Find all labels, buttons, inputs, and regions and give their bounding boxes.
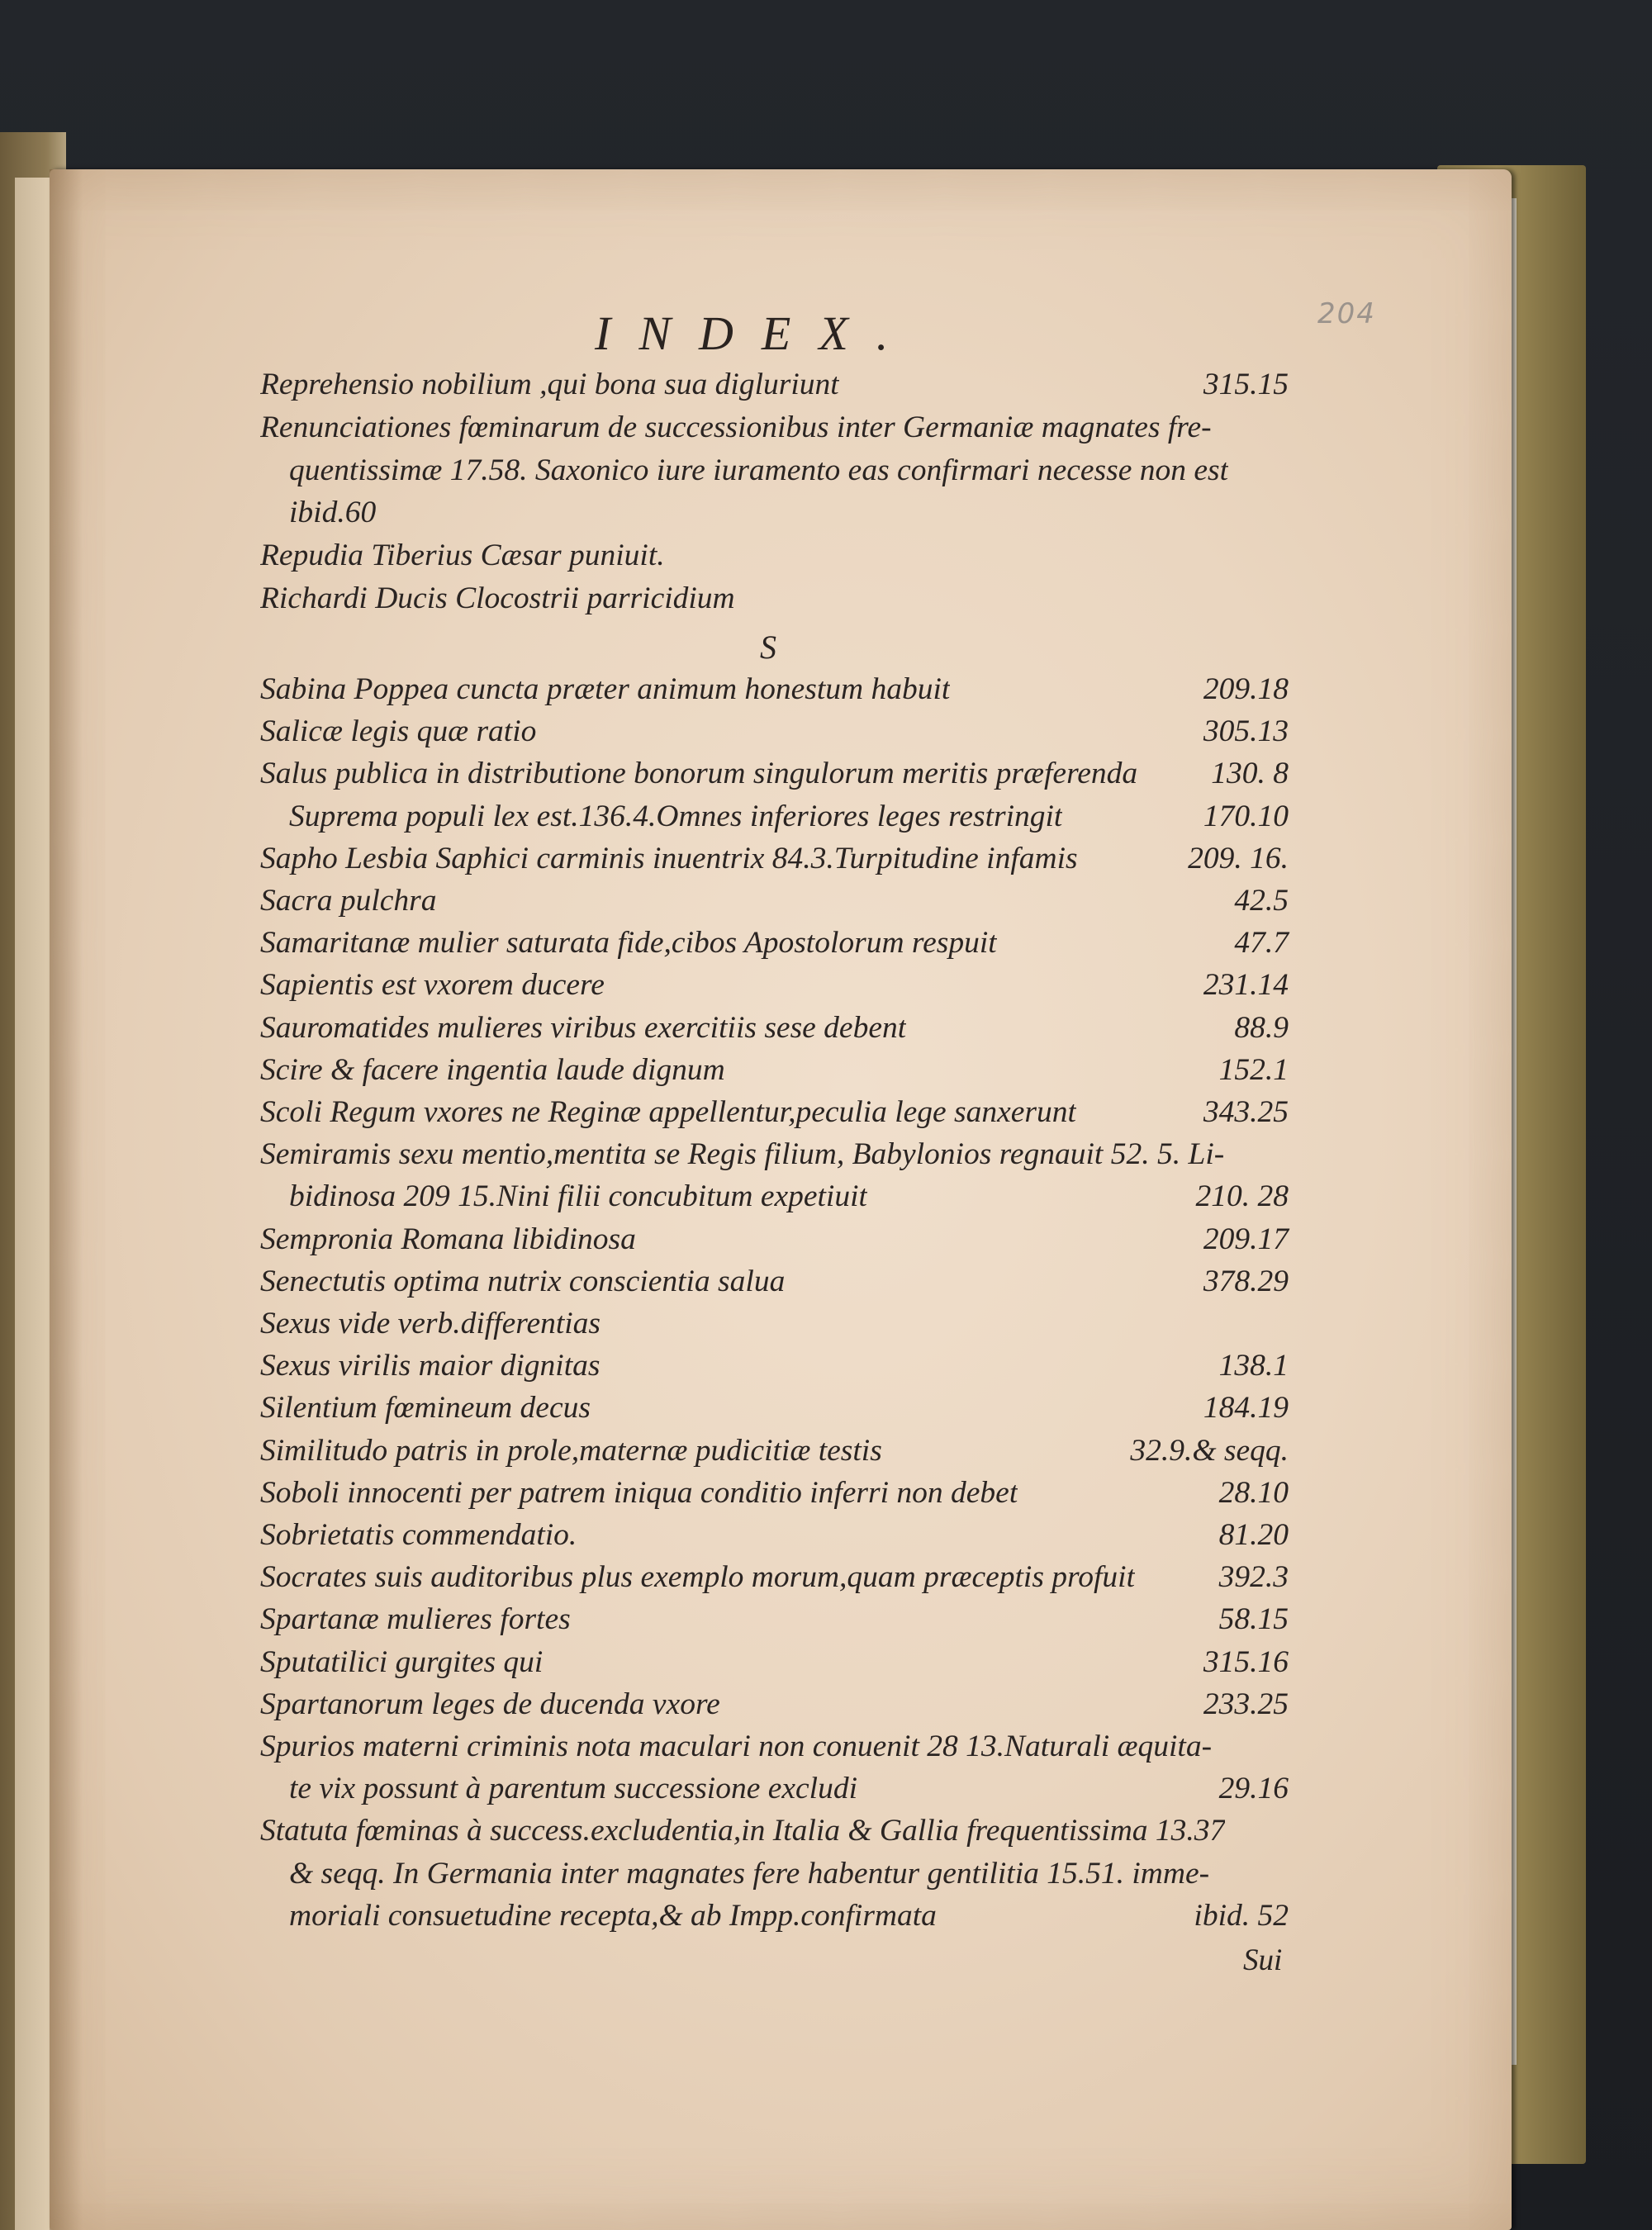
index-entry: [289, 1897, 1289, 1935]
entry-reference: 170.10: [1203, 799, 1289, 833]
index-entry: [260, 1559, 1289, 1597]
entry-reference: 233.25: [1203, 1687, 1289, 1721]
entry-text: Sapho Lesbia Saphici carminis inuentrix 84.3.Turpitudine infamis: [260, 841, 1078, 875]
index-entry: [260, 1305, 1289, 1343]
index-entry: [260, 755, 1289, 793]
index-entry: [260, 1812, 1289, 1850]
index-entry: [260, 1136, 1289, 1174]
entry-reference: 209.17: [1203, 1222, 1289, 1256]
entry-text: Repudia Tiberius Cæsar puniuit.: [260, 539, 665, 572]
index-entry: [260, 1432, 1289, 1470]
index-entry: [260, 1094, 1289, 1132]
index-entry: [289, 1770, 1289, 1808]
entry-text: Sexus virilis maior dignitas: [260, 1349, 601, 1383]
index-entry: [260, 1474, 1289, 1512]
index-entry: [289, 452, 1289, 490]
index-entry: [260, 966, 1289, 1004]
index-entry: [260, 1051, 1289, 1089]
entry-text: Sputatilici gurgites qui: [260, 1644, 544, 1679]
entry-reference: 32.9.& seqq.: [1130, 1433, 1289, 1468]
entry-reference: 343.25: [1203, 1095, 1289, 1129]
entry-text: Salicæ legis quæ ratio: [260, 714, 537, 749]
entry-text: Spartanorum leges de ducenda vxore: [260, 1687, 720, 1721]
entry-text: quentissimæ 17.58. Saxonico iure iuramento eas confirmari necesse non est: [289, 453, 1229, 487]
index-entry: [260, 1601, 1289, 1639]
index-entry: [260, 537, 1289, 575]
entry-reference: 42.5: [1234, 884, 1289, 918]
entry-reference: 315.16: [1203, 1644, 1289, 1679]
page-gutter-shadow: [50, 169, 83, 2230]
entry-text: Renunciationes fœminarum de successionibus inter Germaniæ magnates fre-: [260, 410, 1212, 444]
entry-text: Similitudo patris in prole,maternæ pudicitiæ testis: [260, 1433, 882, 1468]
entry-reference: 81.20: [1218, 1518, 1289, 1552]
entry-text: Soboli innocenti per patrem iniqua conditio inferri non debet: [260, 1475, 1018, 1510]
entry-reference: 152.1: [1218, 1052, 1289, 1087]
entry-text: Silentium fœmineum decus: [260, 1391, 591, 1426]
entry-reference: 130. 8: [1211, 757, 1289, 791]
entry-reference: 138.1: [1218, 1349, 1289, 1383]
entry-text: Samaritanæ mulier saturata fide,cibos Apostolorum respuit: [260, 926, 997, 961]
entry-text: Socrates suis auditoribus plus exemplo morum,quam præceptis profuit: [260, 1560, 1136, 1595]
entry-reference: 305.13: [1203, 714, 1289, 749]
index-entry: [260, 713, 1289, 751]
entry-text: Statuta fœminas à success.excludentia,in Italia & Gallia frequentissima 13.37: [260, 1814, 1226, 1848]
entry-reference: 47.7: [1234, 926, 1289, 961]
index-entry: [260, 366, 1289, 404]
entry-reference: 378.29: [1203, 1264, 1289, 1298]
entry-text: bidinosa 209 15.Nini filii concubitum expetiuit: [289, 1179, 867, 1214]
entry-reference: 315.15: [1203, 368, 1289, 401]
entry-text: Richardi Ducis Clocostrii parricidium: [260, 581, 735, 615]
entry-text: Sempronia Romana libidinosa: [260, 1222, 636, 1256]
index-entry: [260, 1686, 1289, 1724]
entry-text: Sobrietatis commendatio.: [260, 1518, 577, 1552]
entry-reference: 210. 28: [1195, 1179, 1289, 1214]
entry-text: ibid.60: [289, 496, 377, 529]
entry-text: & seqq. In Germania inter magnates fere habentur gentilitia 15.51. imme-: [289, 1856, 1210, 1891]
entry-text: Sauromatides mulieres viribus exercitiis sese debent: [260, 1010, 907, 1045]
entry-text: Reprehensio nobilium ,qui bona sua digluriunt: [260, 368, 839, 401]
index-entry: [260, 882, 1289, 920]
entry-text: Salus publica in distributione bonorum singulorum meritis præferenda: [260, 757, 1138, 791]
entry-text: Spartanæ mulieres fortes: [260, 1602, 571, 1637]
entry-reference: 29.16: [1218, 1772, 1289, 1806]
entry-reference: 392.3: [1218, 1560, 1289, 1595]
catchword: Sui: [1243, 1943, 1283, 1977]
entry-text: Sapientis est vxorem ducere: [260, 968, 605, 1003]
index-entry: [289, 1178, 1289, 1216]
entry-reference: 88.9: [1234, 1010, 1289, 1045]
index-entry: [289, 1855, 1289, 1893]
index-entry: [260, 580, 1289, 618]
index-entry: [260, 1347, 1289, 1385]
entry-text: Sabina Poppea cuncta præter animum honestum habuit: [260, 672, 951, 706]
folio-number: 204: [1317, 297, 1376, 330]
entry-text: te vix possunt à parentum successione excludi: [289, 1772, 858, 1806]
index-entry: [289, 494, 1289, 532]
entry-text: Scoli Regum vxores ne Reginæ appellentur,peculia lege sanxerunt: [260, 1095, 1076, 1129]
entry-text: moriali consuetudine recepta,& ab Impp.confirmata: [289, 1898, 937, 1933]
entry-text: Senectutis optima nutrix conscientia salua: [260, 1264, 786, 1298]
entry-text: Semiramis sexu mentio,mentita se Regis filium, Babylonios regnauit 52. 5. Li-: [260, 1137, 1225, 1172]
entry-reference: 58.15: [1218, 1602, 1289, 1637]
entry-reference: ibid. 52: [1194, 1898, 1289, 1933]
index-entry: [260, 1728, 1289, 1766]
index-entry: [260, 1644, 1289, 1682]
section-letter-heading: S: [760, 629, 776, 666]
entry-reference: 209.18: [1203, 672, 1289, 706]
index-entry: [260, 924, 1289, 962]
entry-text: Sexus vide verb.differentias: [260, 1307, 601, 1340]
entry-reference: 184.19: [1203, 1391, 1289, 1426]
entry-reference: 209. 16.: [1188, 841, 1289, 875]
entry-text: Sacra pulchra: [260, 884, 437, 918]
index-entry: [260, 1221, 1289, 1259]
entry-reference: 231.14: [1203, 968, 1289, 1003]
index-entry: [289, 798, 1289, 836]
index-entry: [260, 1516, 1289, 1554]
entry-text: Spurios materni criminis nota maculari non conuenit 28 13.Naturali æquita-: [260, 1729, 1213, 1763]
index-entry: [260, 1009, 1289, 1047]
entry-text: Suprema populi lex est.136.4.Omnes inferiores leges restringit: [289, 799, 1063, 833]
index-entry: [260, 671, 1289, 709]
index-entry: [260, 1263, 1289, 1301]
index-entry: [260, 409, 1289, 447]
entry-text: Scire & facere ingentia laude dignum: [260, 1052, 725, 1087]
index-entry: [260, 1389, 1289, 1427]
page-header: INDEX.: [595, 306, 917, 360]
entry-reference: 28.10: [1218, 1475, 1289, 1510]
index-entry: [260, 840, 1289, 878]
